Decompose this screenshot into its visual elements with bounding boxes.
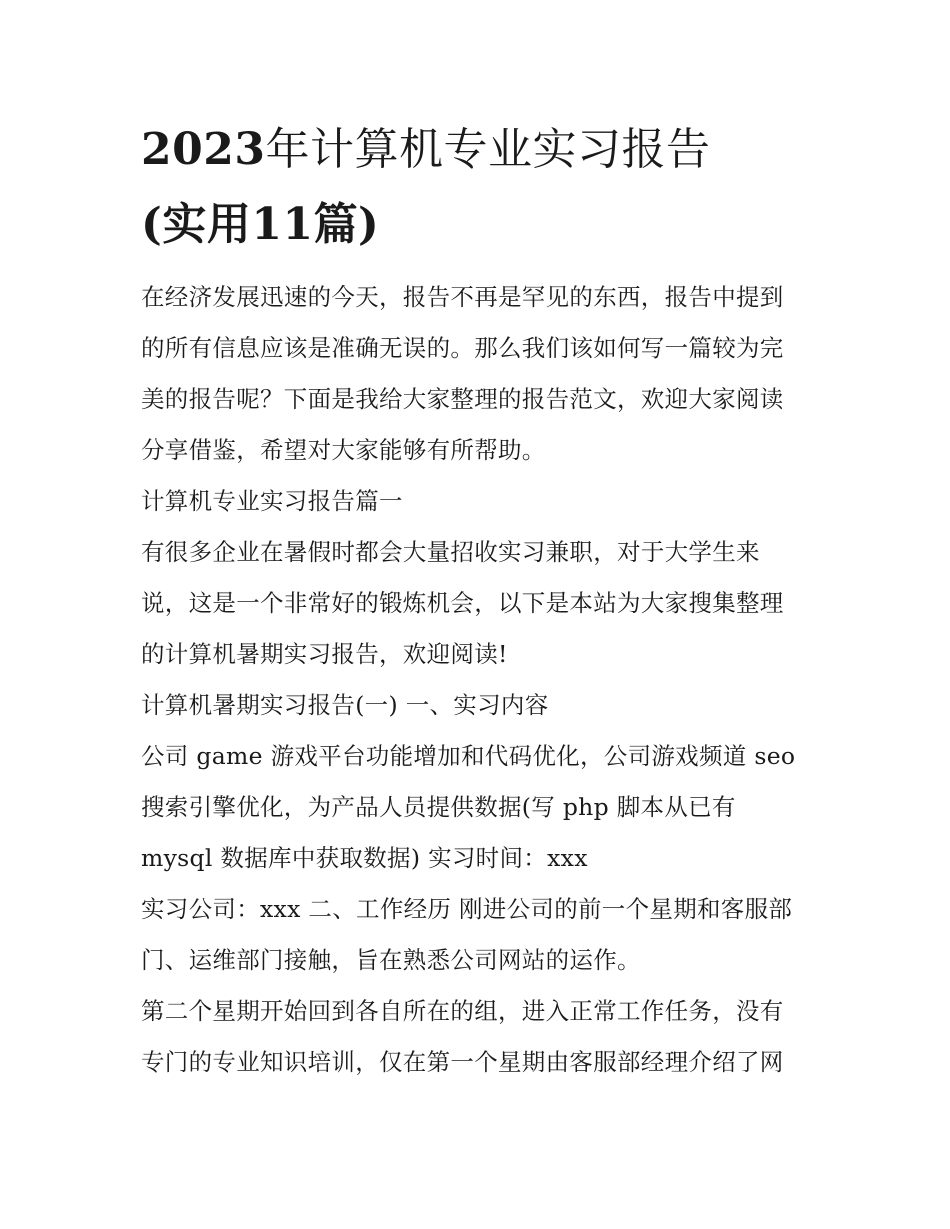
text-line: 分享借鉴，希望对大家能够有所帮助。 [141,436,546,464]
text-line: 说，这是一个非常好的锻炼机会，以下是本站为大家搜集整理 [141,589,784,617]
title-count: 11 [251,199,314,250]
title-year: 2023 [141,124,266,175]
text-line: mysql 数据库中获取数据) 实习时间：xxx [141,844,588,872]
paragraph [141,884,813,986]
text-line: 搜索引擎优化，为产品人员提供数据(写 php 脚本从已有 [141,793,736,821]
document-title [141,112,813,262]
paragraph [141,527,813,680]
text-line: 公司 game 游戏平台功能增加和代码优化，公司游戏频道 seo [141,742,796,770]
paragraph [141,680,813,731]
text-line: 实习公司：xxx 二、工作经历 刚进公司的前一个星期和客服部 [141,895,793,923]
document-body [141,272,813,1088]
paragraph [141,731,813,884]
title-paren-open: (实用 [141,199,252,250]
paragraph [141,476,813,527]
text-line: 第二个星期开始回到各自所在的组，进入正常工作任务，没有 [141,997,784,1025]
text-line: 计算机暑期实习报告(一) 一、实习内容 [141,691,549,719]
text-line: 有很多企业在暑假时都会大量招收实习兼职，对于大学生来 [141,538,760,566]
text-line: 专门的专业知识培训，仅在第一个星期由客服部经理介绍了网 [141,1048,784,1076]
text-line: 在经济发展迅速的今天，报告不再是罕见的东西，报告中提到 [141,283,784,311]
paragraph [141,272,813,476]
title-main-text: 年计算机专业实习报告 [265,124,711,175]
document-page [141,112,813,1088]
title-paren-close: 篇) [313,199,380,250]
text-line: 门、运维部门接触，旨在熟悉公司网站的运作。 [141,946,641,974]
paragraph [141,986,813,1088]
title-line-1 [141,112,813,187]
text-line: 计算机专业实习报告篇一 [141,487,403,515]
title-line-2 [141,187,813,262]
text-line: 的计算机暑期实习报告，欢迎阅读! [141,640,508,668]
text-line: 美的报告呢？下面是我给大家整理的报告范文，欢迎大家阅读 [141,385,784,413]
text-line: 的所有信息应该是准确无误的。那么我们该如何写一篇较为完 [141,334,784,362]
